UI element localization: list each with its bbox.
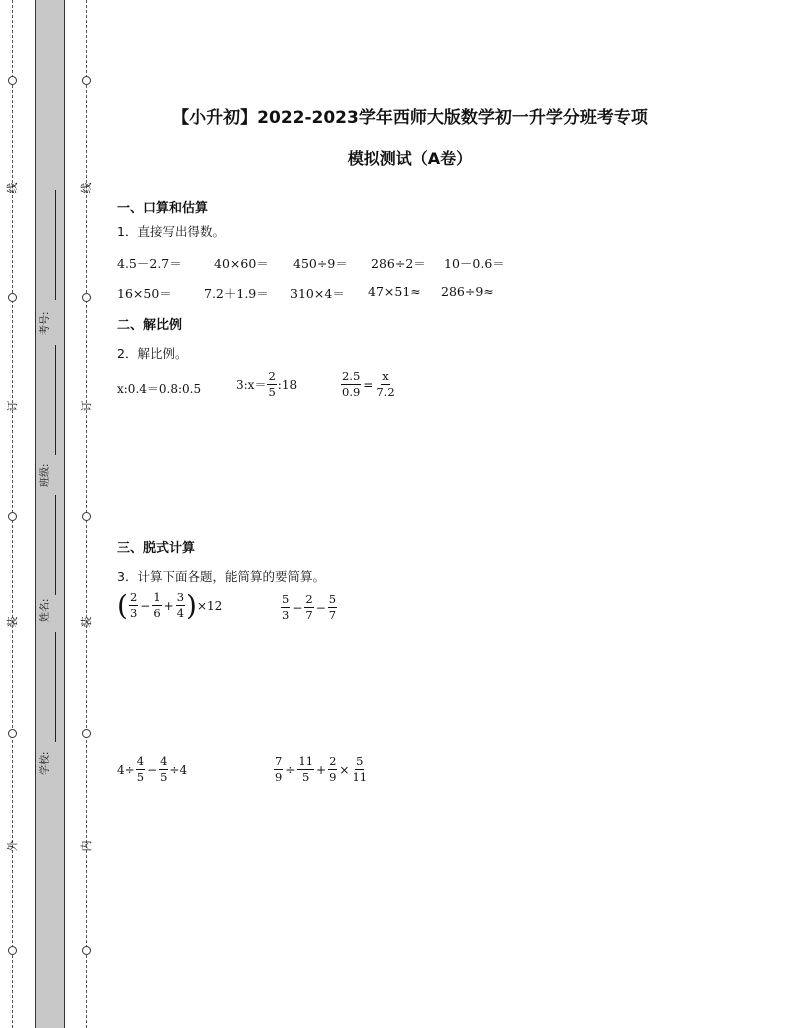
oral-expr: 10－0.6＝ [444,256,505,271]
proportion-2-pre: 3:x＝ [236,378,267,393]
fraction: $\frac{5}{7}$ [328,592,337,623]
margin-char: 装 [6,616,19,628]
fraction: $\frac{2.5}{0.9}$ [342,369,361,400]
fraction: $\frac{2}{3}$ [129,590,138,621]
exam-number-field-line[interactable] [55,190,56,300]
fraction: $\frac{2}{7}$ [305,592,313,623]
school-label: 学校: [40,751,51,775]
binding-hole-icon [8,293,17,302]
fraction: $\frac{x}{7.2}$ [376,369,395,400]
margin-char: 外 [6,840,19,852]
question-1: 1．直接写出得数。 [117,224,225,239]
proportion-2 [236,370,297,399]
fraction: $\frac{2}{9}$ [329,754,337,785]
exam-number-label: 考号: [40,311,51,335]
fraction: $\frac{7}{9}$ [275,754,283,785]
binding-hole-icon [82,946,91,955]
name-field-line[interactable] [55,495,56,595]
binding-hole-icon [8,729,17,738]
fraction: $\frac{5}{11}$ [352,754,368,785]
oral-expr: 16×50＝ [117,286,172,301]
fraction: $\frac{4}{5}$ [160,754,168,785]
page-subtitle: 模拟测试（A卷） [347,149,473,168]
question-3: 3．计算下面各题，能简算的要简算。 [117,569,325,584]
margin-char: 线 [80,182,93,194]
binding-hole-icon [8,76,17,85]
margin-char: 内 [80,840,93,852]
oral-expr: 310×4＝ [290,286,345,301]
section-heading-calculation: 三、脱式计算 [117,541,196,556]
binding-hole-icon [82,729,91,738]
oral-expr: 4.5－2.7＝ [117,256,182,271]
oral-expr: 286÷2＝ [371,256,426,271]
binding-hole-icon [82,76,91,85]
margin-char: 装 [80,616,93,628]
oral-expr: 40×60＝ [214,256,269,271]
fraction: $\frac{2}{5}$ [268,369,276,400]
oral-expr: 450÷9＝ [293,256,348,271]
calc-expr-1: ( $\frac{2}{3}$ − $\frac{1}{6}$ + $\frac{3}{4}$ ) ×12 [117,588,223,622]
proportion-3: $\frac{2.5}{0.9}$ = $\frac{x}{7.2}$ [342,369,395,400]
fraction: $\frac{11}{5}$ [298,754,314,785]
class-label: 班级: [40,463,51,487]
section-heading-oral: 一、口算和估算 [117,201,209,216]
fraction: $\frac{4}{5}$ [136,754,145,785]
calc-expr-4: $\frac{7}{9}$ ÷ $\frac{11}{5}$ + $\frac{2}{9}$ × $\frac{5}{11}$ [275,754,368,785]
fraction: $\frac{3}{4}$ [176,590,185,621]
proportion-2-post: :18 [277,377,298,392]
binding-strip [35,0,65,1028]
binding-hole-icon [8,512,17,521]
question-2: 2．解比例。 [117,346,188,361]
oral-expr: 7.2＋1.9＝ [204,286,269,301]
margin-char: 订 [80,400,93,412]
binding-hole-icon [82,293,91,302]
name-label: 姓名: [40,598,51,622]
school-field-line[interactable] [55,632,56,742]
section-heading-proportion: 二、解比例 [117,318,183,333]
class-field-line[interactable] [55,345,56,455]
proportion-1: x:0.4＝0.8:0.5 [117,382,202,396]
oral-expr: 286÷9≈ [441,284,494,299]
binding-hole-icon [8,946,17,955]
page-title: 【小升初】2022-2023学年西师大版数学初一升学分班考专项 [172,108,648,128]
fraction: $\frac{5}{3}$ [282,592,290,623]
oral-expr: 47×51≈ [368,284,421,299]
calc-expr-2: $\frac{5}{3}$ − $\frac{2}{7}$ − $\frac{5}{7}$ [282,592,337,623]
fraction: $\frac{1}{6}$ [153,590,161,621]
margin-char: 线 [6,182,19,194]
calc-expr-3: 4÷ $\frac{4}{5}$ − $\frac{4}{5}$ ÷4 [117,754,188,785]
margin-char: 订 [6,400,19,412]
binding-hole-icon [82,512,91,521]
